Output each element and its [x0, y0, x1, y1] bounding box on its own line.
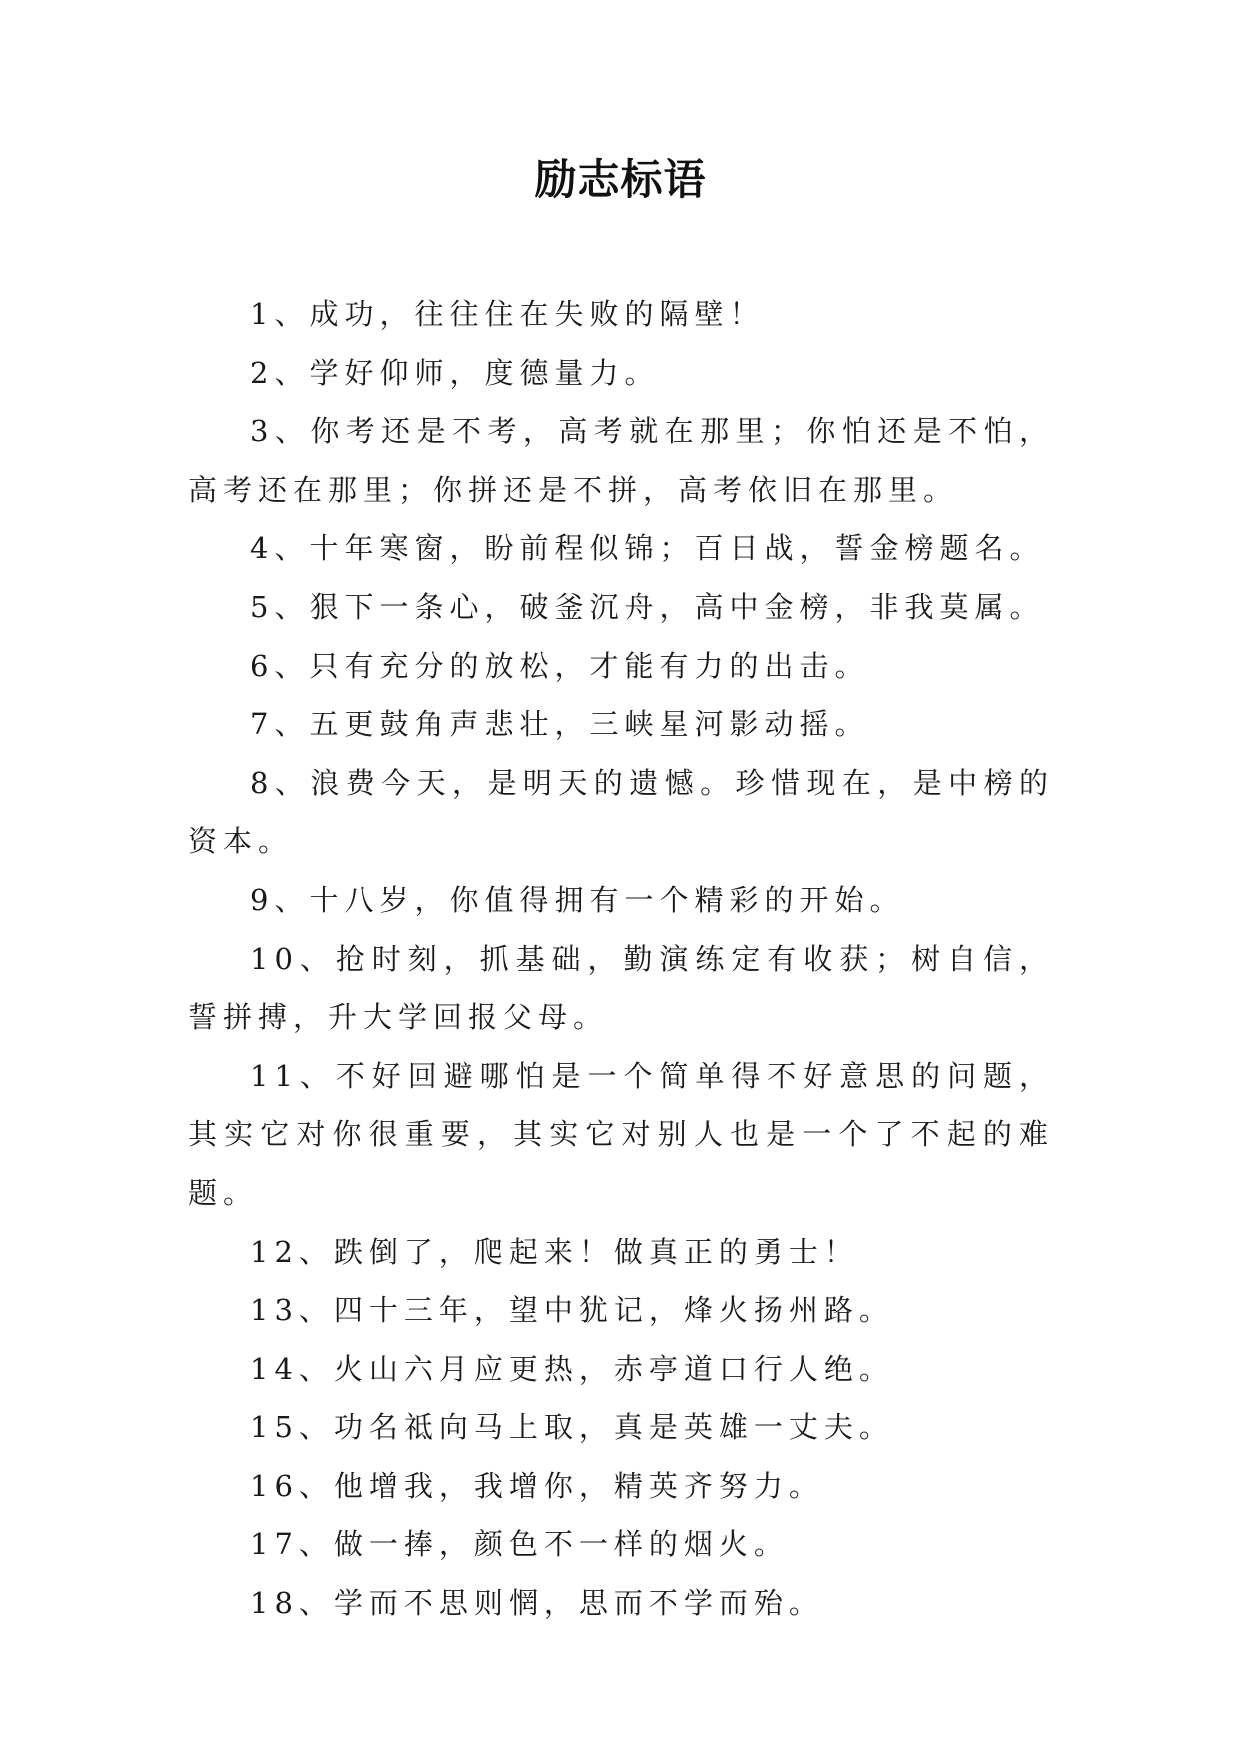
slogan-item-6: 6、只有充分的放松，才能有力的出击。: [250, 648, 870, 683]
slogan-item-18: 18、学而不思则惘，思而不学而殆。: [250, 1586, 824, 1621]
slogan-item-5: 5、狠下一条心，破釜沉舟，高中金榜，非我莫属。: [250, 589, 1045, 624]
slogan-item-11: 11、不好回避哪怕是一个简单得不好意思的问题，其实它对你很重要，其实它对别人也是一个了不起的难题。: [188, 1058, 1054, 1210]
slogan-item-10: 10、抢时刻，抓基础，勤演练定有收获；树自信，誓拼搏，升大学回报父母。: [188, 941, 1054, 1035]
slogan-item-12: 12、跌倒了，爬起来！做真正的勇士！: [250, 1234, 859, 1269]
slogan-list: [188, 285, 1054, 1633]
slogan-item-17: 17、做一捧，颜色不一样的烟火。: [250, 1527, 789, 1562]
slogan-item-16: 16、他增我，我增你，精英齐努力。: [250, 1468, 824, 1503]
slogan-item-2: 2、学好仰师，度德量力。: [250, 355, 660, 390]
slogan-item-13: 13、四十三年，望中犹记，烽火扬州路。: [250, 1293, 894, 1328]
document-title: 励志标语: [534, 155, 707, 204]
slogan-item-4: 4、十年寒窗，盼前程似锦；百日战，誓金榜题名。: [250, 531, 1045, 566]
slogan-item-3: 3、你考还是不考，高考就在那里；你怕还是不怕，高考还在那里；你拼还是不拼，高考依旧在那里。: [188, 414, 1054, 507]
slogan-item-15: 15、功名祗向马上取，真是英雄一丈夫。: [250, 1410, 894, 1445]
slogan-item-14: 14、火山六月应更热，赤亭道口行人绝。: [250, 1351, 894, 1386]
slogan-item-9: 9、十八岁，你值得拥有一个精彩的开始。: [250, 882, 905, 917]
slogan-item-1: 1、成功，往往住在失败的隔壁！: [250, 297, 765, 331]
slogan-item-7: 7、五更鼓角声悲壮，三峡星河影动摇。: [250, 707, 870, 742]
slogan-item-8: 8、浪费今天，是明天的遗憾。珍惜现在，是中榜的资本。: [188, 765, 1054, 859]
